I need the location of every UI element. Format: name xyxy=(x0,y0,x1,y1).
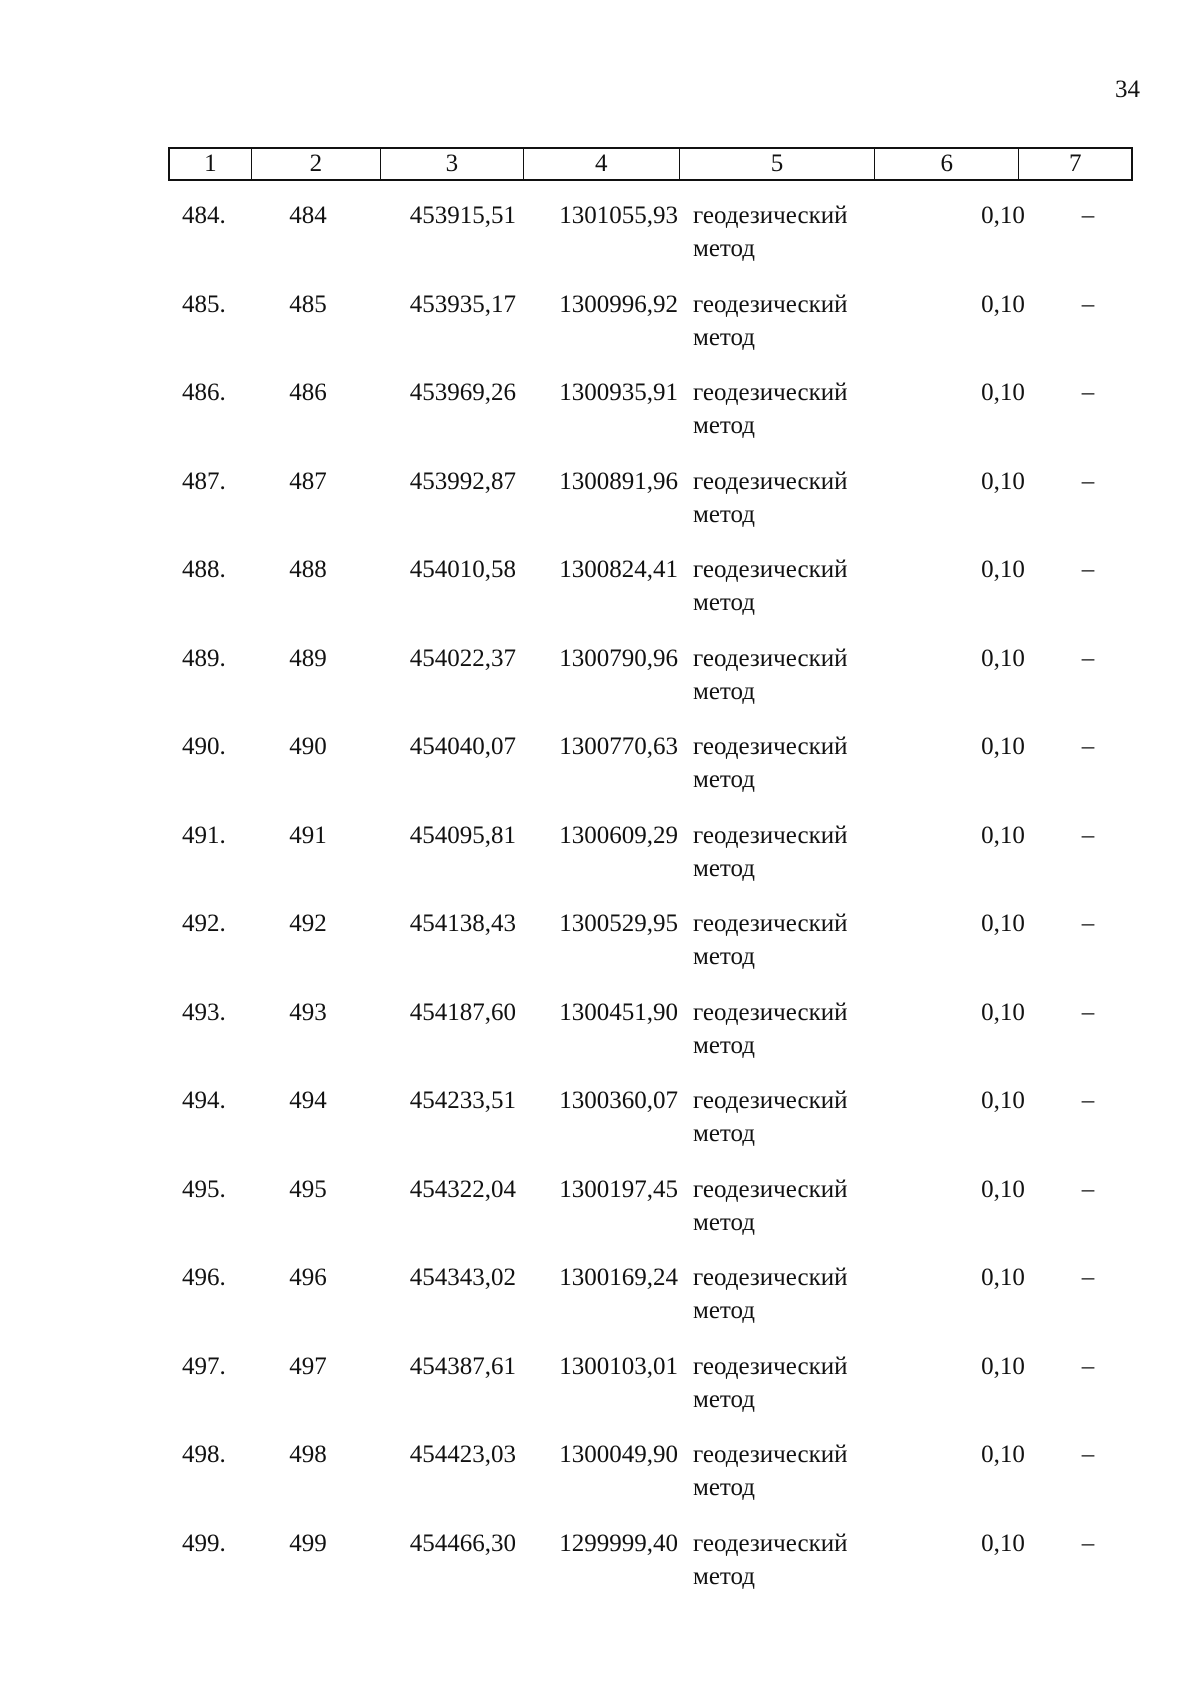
note: – xyxy=(1081,1529,1095,1557)
coord-y: 1301055,93 xyxy=(559,202,678,229)
row-number: 488. xyxy=(182,556,226,583)
coord-x: 453969,26 xyxy=(409,379,516,406)
accuracy: 0,10 xyxy=(981,379,1025,406)
note: – xyxy=(1081,556,1095,583)
table-row xyxy=(168,376,1133,465)
note: – xyxy=(1081,1264,1095,1291)
coord-x: 454010,58 xyxy=(409,556,516,583)
row-number: 496. xyxy=(182,1264,226,1291)
method xyxy=(693,1438,883,1504)
header-col-2: 2 xyxy=(252,149,381,179)
method-line-2: метод xyxy=(693,1562,756,1590)
table-row xyxy=(168,642,1133,731)
coord-y: 1300451,90 xyxy=(559,998,678,1026)
accuracy: 0,10 xyxy=(981,1352,1025,1380)
note: – xyxy=(1081,644,1095,672)
method xyxy=(693,642,883,708)
point-id: 490 xyxy=(289,733,327,760)
row-number: 486. xyxy=(182,379,226,406)
method-line-2: метод xyxy=(693,943,756,970)
coord-x: 454233,51 xyxy=(409,1087,516,1114)
coord-x: 454322,04 xyxy=(409,1175,516,1203)
coord-x: 454095,81 xyxy=(409,821,516,849)
table-header xyxy=(168,147,1133,181)
row-number: 487. xyxy=(182,467,226,495)
accuracy: 0,10 xyxy=(981,733,1025,760)
page-number: 34 xyxy=(1115,76,1140,103)
coord-x: 454138,43 xyxy=(409,910,516,937)
method-line-2: метод xyxy=(693,1385,756,1413)
accuracy: 0,10 xyxy=(981,1175,1025,1203)
method-line-1: геодезический xyxy=(693,1175,848,1203)
method xyxy=(693,996,883,1062)
coord-x: 453915,51 xyxy=(409,202,516,229)
coord-y: 1300790,96 xyxy=(559,644,678,672)
accuracy: 0,10 xyxy=(981,202,1025,229)
header-col-5: 5 xyxy=(680,149,875,179)
coord-y: 1300609,29 xyxy=(559,821,678,849)
method xyxy=(693,1261,883,1327)
row-number: 499. xyxy=(182,1529,226,1557)
note: – xyxy=(1081,733,1095,760)
method-line-1: геодезический xyxy=(693,644,848,672)
table-row xyxy=(168,288,1133,377)
table-row xyxy=(168,465,1133,554)
note: – xyxy=(1081,1175,1095,1203)
method xyxy=(693,1350,883,1416)
point-id: 495 xyxy=(289,1175,327,1203)
header-col-7: 7 xyxy=(1068,150,1082,177)
header-col-4: 4 xyxy=(524,149,680,179)
method xyxy=(693,553,883,619)
method-line-1: геодезический xyxy=(693,733,848,760)
point-id: 492 xyxy=(289,910,327,937)
accuracy: 0,10 xyxy=(981,556,1025,583)
method xyxy=(693,199,883,265)
table-row xyxy=(168,1350,1133,1439)
header-col-3: 3 xyxy=(381,149,523,179)
method-line-1: геодезический xyxy=(693,821,848,849)
method-line-2: метод xyxy=(693,1474,756,1501)
note: – xyxy=(1081,1352,1095,1380)
coord-x: 454343,02 xyxy=(409,1264,516,1291)
method-line-2: метод xyxy=(693,1208,756,1236)
method-line-1: геодезический xyxy=(693,556,848,583)
point-id: 489 xyxy=(289,644,327,672)
coord-y: 1300197,45 xyxy=(559,1175,678,1203)
method-line-2: метод xyxy=(693,589,756,616)
point-id: 499 xyxy=(289,1529,327,1557)
header-col-6: 6 xyxy=(875,149,1019,179)
accuracy: 0,10 xyxy=(981,1087,1025,1114)
table-row xyxy=(168,819,1133,908)
method xyxy=(693,1527,883,1593)
coord-x: 454423,03 xyxy=(409,1441,516,1468)
point-id: 488 xyxy=(289,556,327,583)
table-row xyxy=(168,553,1133,642)
method xyxy=(693,1084,883,1150)
method-line-2: метод xyxy=(693,500,756,528)
table-row xyxy=(168,1173,1133,1262)
accuracy: 0,10 xyxy=(981,1529,1025,1557)
coord-y: 1300824,41 xyxy=(559,556,678,583)
table-row xyxy=(168,1438,1133,1527)
accuracy: 0,10 xyxy=(981,644,1025,672)
table-row xyxy=(168,1527,1133,1616)
note: – xyxy=(1081,379,1095,406)
method xyxy=(693,376,883,442)
table-row xyxy=(168,730,1133,819)
table-row xyxy=(168,1261,1133,1350)
table-row xyxy=(168,199,1133,288)
coord-y: 1300935,91 xyxy=(559,379,678,406)
point-id: 486 xyxy=(289,379,327,406)
coord-y: 1299999,40 xyxy=(559,1529,678,1557)
point-id: 484 xyxy=(289,202,327,229)
coord-x: 453992,87 xyxy=(409,467,516,495)
accuracy: 0,10 xyxy=(981,467,1025,495)
row-number: 495. xyxy=(182,1175,226,1203)
table-row xyxy=(168,907,1133,996)
method-line-2: метод xyxy=(693,1031,756,1059)
method xyxy=(693,907,883,973)
method-line-2: метод xyxy=(693,854,756,882)
accuracy: 0,10 xyxy=(981,1264,1025,1291)
point-id: 491 xyxy=(289,821,327,849)
row-number: 489. xyxy=(182,644,226,672)
row-number: 497. xyxy=(182,1352,226,1380)
coord-x: 454040,07 xyxy=(409,733,516,760)
coord-y: 1300996,92 xyxy=(559,290,678,318)
coord-x: 454387,61 xyxy=(409,1352,516,1380)
header-col-1: 1 xyxy=(170,149,252,179)
point-id: 494 xyxy=(289,1087,327,1114)
coord-y: 1300770,63 xyxy=(559,733,678,760)
method-line-1: геодезический xyxy=(693,998,848,1026)
method xyxy=(693,1173,883,1239)
point-id: 487 xyxy=(289,467,327,495)
method-line-1: геодезический xyxy=(693,379,848,406)
coord-y: 1300049,90 xyxy=(559,1441,678,1468)
note: – xyxy=(1081,1087,1095,1114)
row-number: 491. xyxy=(182,821,226,849)
accuracy: 0,10 xyxy=(981,910,1025,937)
coord-x: 454466,30 xyxy=(409,1529,516,1557)
point-id: 496 xyxy=(289,1264,327,1291)
note: – xyxy=(1081,910,1095,937)
point-id: 498 xyxy=(289,1441,327,1468)
point-id: 497 xyxy=(289,1352,327,1380)
note: – xyxy=(1081,467,1095,495)
note: – xyxy=(1081,290,1095,318)
method-line-1: геодезический xyxy=(693,910,848,937)
point-id: 485 xyxy=(289,290,327,318)
note: – xyxy=(1081,998,1095,1026)
method-line-1: геодезический xyxy=(693,1264,848,1291)
method-line-2: метод xyxy=(693,323,756,351)
coord-y: 1300103,01 xyxy=(559,1352,678,1380)
method-line-1: геодезический xyxy=(693,467,848,495)
table-row xyxy=(168,996,1133,1085)
method-line-1: геодезический xyxy=(693,202,848,229)
coord-y: 1300529,95 xyxy=(559,910,678,937)
accuracy: 0,10 xyxy=(981,998,1025,1026)
method-line-1: геодезический xyxy=(693,290,848,318)
accuracy: 0,10 xyxy=(981,1441,1025,1468)
note: – xyxy=(1081,1441,1095,1468)
row-number: 490. xyxy=(182,733,226,760)
method-line-1: геодезический xyxy=(693,1441,848,1468)
coord-y: 1300169,24 xyxy=(559,1264,678,1291)
method-line-1: геодезический xyxy=(693,1529,848,1557)
table-row xyxy=(168,1084,1133,1173)
row-number: 492. xyxy=(182,910,226,937)
coord-y: 1300891,96 xyxy=(559,467,678,495)
note: – xyxy=(1081,202,1095,229)
method-line-1: геодезический xyxy=(693,1087,848,1114)
row-number: 484. xyxy=(182,202,226,229)
method xyxy=(693,288,883,354)
method-line-2: метод xyxy=(693,235,756,262)
row-number: 494. xyxy=(182,1087,226,1114)
coord-x: 454187,60 xyxy=(409,998,516,1026)
note: – xyxy=(1081,821,1095,849)
method-line-1: геодезический xyxy=(693,1352,848,1380)
method-line-2: метод xyxy=(693,412,756,439)
coord-y: 1300360,07 xyxy=(559,1087,678,1114)
table-body xyxy=(168,199,1133,1615)
row-number: 485. xyxy=(182,290,226,318)
method xyxy=(693,730,883,796)
method-line-2: метод xyxy=(693,766,756,793)
point-id: 493 xyxy=(289,998,327,1026)
accuracy: 0,10 xyxy=(981,821,1025,849)
row-number: 498. xyxy=(182,1441,226,1468)
accuracy: 0,10 xyxy=(981,290,1025,318)
method-line-2: метод xyxy=(693,1120,756,1147)
row-number: 493. xyxy=(182,998,226,1026)
method xyxy=(693,819,883,885)
coord-x: 454022,37 xyxy=(409,644,516,672)
coord-x: 453935,17 xyxy=(409,290,516,318)
method-line-2: метод xyxy=(693,1297,756,1324)
method xyxy=(693,465,883,531)
method-line-2: метод xyxy=(693,677,756,705)
